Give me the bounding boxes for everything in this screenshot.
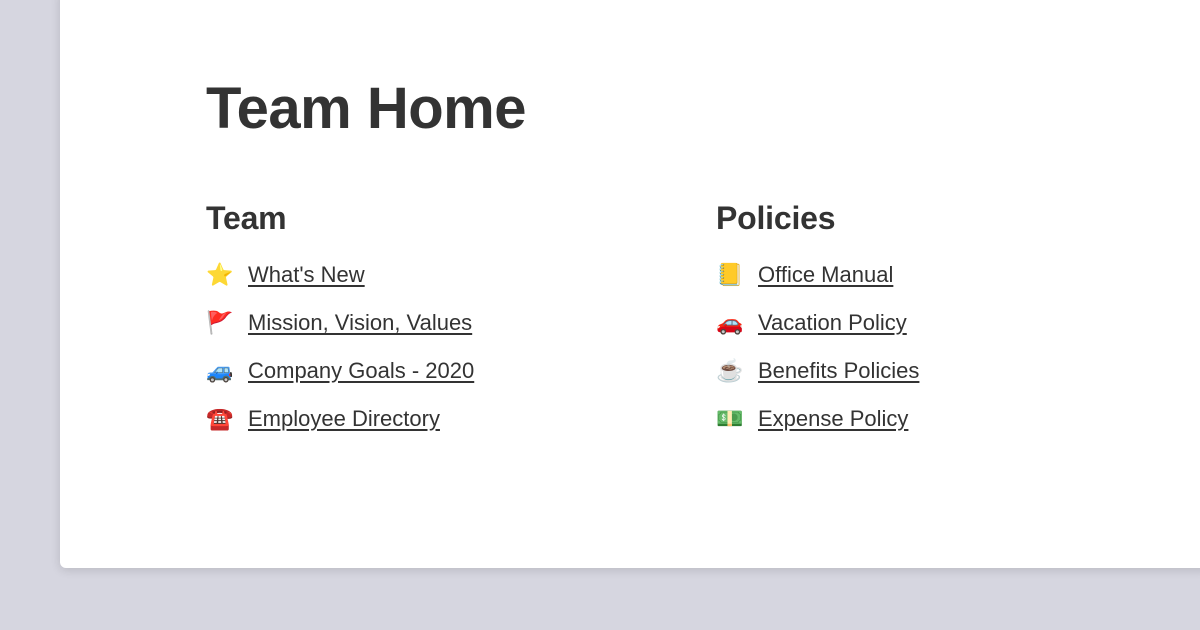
list-item[interactable] — [716, 395, 1156, 443]
link-mission-vision-values[interactable]: Mission, Vision, Values — [248, 310, 473, 335]
list-item[interactable] — [206, 299, 716, 347]
column-container — [206, 200, 1186, 443]
blue-car-icon: 🚙 — [206, 358, 234, 383]
column-heading-policies: Policies — [716, 200, 836, 236]
list-item[interactable] — [206, 395, 716, 443]
dollar-banknote-icon: 💵 — [716, 406, 744, 431]
ledger-icon: 📒 — [716, 262, 744, 287]
link-employee-directory[interactable]: Employee Directory — [248, 406, 440, 431]
list-item[interactable] — [716, 251, 1156, 299]
link-vacation-policy[interactable]: Vacation Policy — [758, 310, 907, 335]
telephone-icon: ☎️ — [206, 406, 234, 431]
list-item[interactable] — [716, 347, 1156, 395]
red-car-icon: 🚗 — [716, 310, 744, 335]
page-title: Team Home — [206, 76, 526, 141]
list-item[interactable] — [716, 299, 1156, 347]
column-heading-team: Team — [206, 200, 287, 236]
link-company-goals-2020[interactable]: Company Goals - 2020 — [248, 358, 475, 383]
link-whats-new[interactable]: What's New — [248, 262, 365, 287]
list-item[interactable] — [206, 347, 716, 395]
column-policies — [716, 200, 1156, 443]
document-card — [60, 0, 1200, 568]
link-expense-policy[interactable]: Expense Policy — [758, 406, 909, 431]
column-team — [206, 200, 716, 443]
triangular-flag-icon: 🚩 — [206, 310, 234, 335]
hot-beverage-icon: ☕ — [716, 358, 744, 383]
link-list-policies — [716, 251, 1156, 443]
document-content — [206, 76, 1186, 443]
list-item[interactable] — [206, 251, 716, 299]
link-list-team — [206, 251, 716, 443]
link-benefits-policies[interactable]: Benefits Policies — [758, 358, 920, 383]
star-icon: ⭐ — [206, 262, 234, 287]
link-office-manual[interactable]: Office Manual — [758, 262, 894, 287]
